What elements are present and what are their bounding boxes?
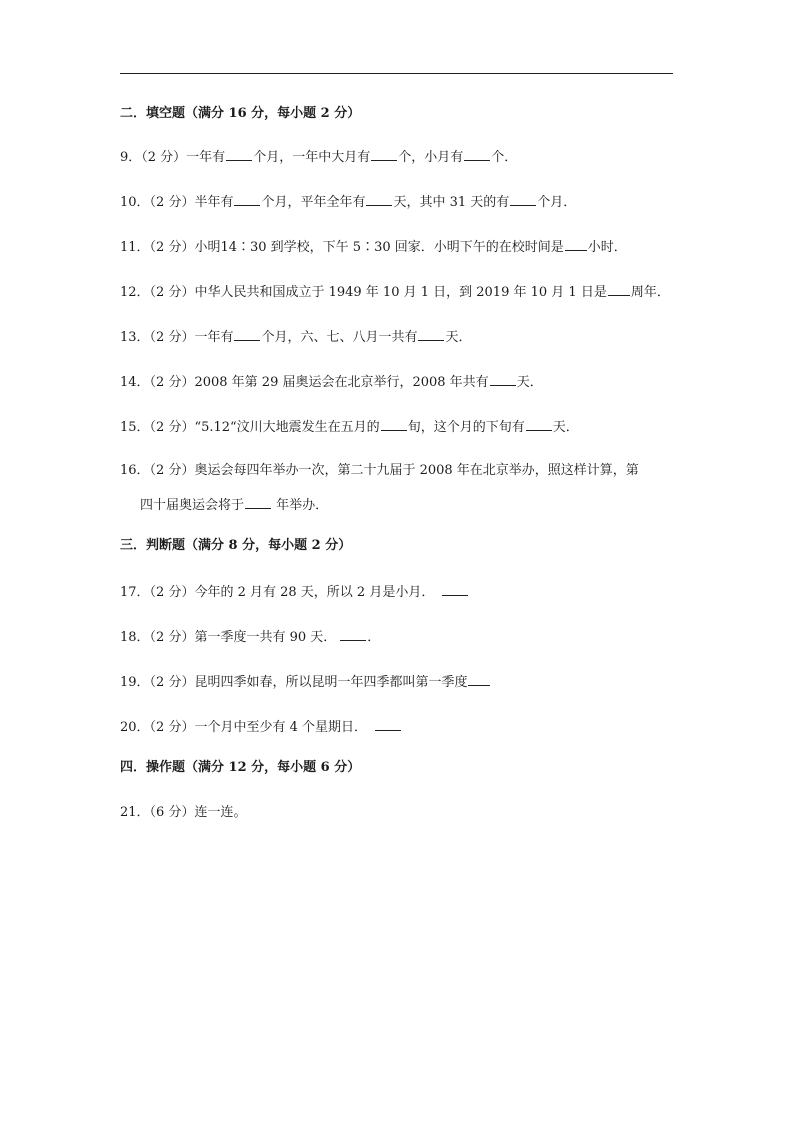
question-9: [120, 146, 517, 168]
answer-blank[interactable]: [226, 146, 252, 161]
q16-text: 年举办．: [272, 498, 329, 513]
answer-blank[interactable]: [608, 281, 630, 296]
q21-text: 21．（6 分）连一连。: [120, 805, 247, 820]
answer-blank[interactable]: [234, 191, 260, 206]
q12-text: 周年．: [630, 285, 670, 300]
q12-text: 12．（2 分）中华人民共和国成立于 1949 年 10 月 1 日，到 2019 年 10 月 1 日是: [120, 285, 607, 300]
q16-text: 四十届奥运会将于: [140, 498, 245, 513]
q20-text: 20．（2 分）一个月中至少有 4 个星期日．: [120, 720, 367, 735]
answer-blank[interactable]: [468, 671, 490, 686]
question-20: [120, 716, 402, 738]
q15-text: 旬，这个月的下旬有: [407, 420, 525, 435]
answer-blank[interactable]: [234, 326, 260, 341]
q14-text: 天．: [516, 375, 543, 390]
answer-blank[interactable]: [565, 236, 587, 251]
answer-blank[interactable]: [371, 146, 397, 161]
question-19: [120, 671, 491, 693]
q10-text: 个月，平年全年有: [261, 195, 366, 210]
q18-text: 18．（2 分）第一季度一共有 90 天．: [120, 630, 337, 645]
q14-text: 14．（2 分）2008 年第 29 届奥运会在北京举行，2008 年共有: [120, 375, 489, 390]
question-18: [120, 626, 380, 648]
top-rule: [120, 73, 673, 74]
question-16-continued: [140, 494, 328, 516]
section-fill-heading: 二．填空题（满分 16 分，每小题 2 分）: [120, 106, 361, 121]
question-21: [120, 803, 246, 823]
q10-text: 10．（2 分）半年有: [120, 195, 234, 210]
section-operate-heading: 四．操作题（满分 12 分，每小题 6 分）: [120, 760, 361, 775]
q10-text: 个月．: [537, 195, 577, 210]
answer-blank[interactable]: [526, 416, 552, 431]
q17-text: 17．（2 分）今年的 2 月有 28 天，所以 2 月是小月．: [120, 585, 435, 600]
q19-text: 19．（2 分）昆明四季如春，所以昆明一年四季都叫第一季度: [120, 675, 468, 690]
answer-blank[interactable]: [366, 191, 392, 206]
q13-text: 天．: [445, 330, 472, 345]
question-17: [120, 581, 469, 603]
answer-blank[interactable]: [375, 716, 401, 731]
question-15: [120, 416, 579, 438]
q9-text: 9．（2 分）一年有: [120, 150, 226, 165]
q10-text: 天，其中 31 天的有: [393, 195, 510, 210]
answer-blank[interactable]: [418, 326, 444, 341]
answer-blank[interactable]: [381, 416, 407, 431]
answer-blank[interactable]: [245, 494, 271, 509]
answer-blank[interactable]: [490, 371, 516, 386]
answer-blank[interactable]: [442, 581, 468, 596]
question-16: [120, 461, 639, 481]
q15-text: 15．（2 分）“5.12“汶川大地震发生在五月的: [120, 420, 380, 435]
q11-text: 小时．: [587, 240, 627, 255]
question-13: [120, 326, 471, 348]
question-14: [120, 371, 543, 393]
q9-text: 个．: [491, 150, 518, 165]
q13-text: 13．（2 分）一年有: [120, 330, 234, 345]
question-11: [120, 236, 627, 258]
q16-text: 16．（2 分）奥运会每四年举办一次，第二十九届于 2008 年在北京举办，照这样计算，第: [120, 463, 639, 478]
answer-blank[interactable]: [510, 191, 536, 206]
question-12: [120, 281, 670, 303]
q13-text: 个月，六、七、八月一共有: [261, 330, 418, 345]
section-judge-heading: 三．判断题（满分 8 分，每小题 2 分）: [120, 538, 352, 553]
q18-text: ．: [367, 630, 381, 645]
answer-blank[interactable]: [340, 626, 366, 641]
q9-text: 个月，一年中大月有: [253, 150, 371, 165]
answer-blank[interactable]: [464, 146, 490, 161]
question-10: [120, 191, 576, 213]
q9-text: 个，小月有: [398, 150, 464, 165]
q11-text: 11．（2 分）小明14∶30 到学校，下午 5∶30 回家．小明下午的在校时间是: [120, 240, 564, 255]
q15-text: 天．: [552, 420, 579, 435]
